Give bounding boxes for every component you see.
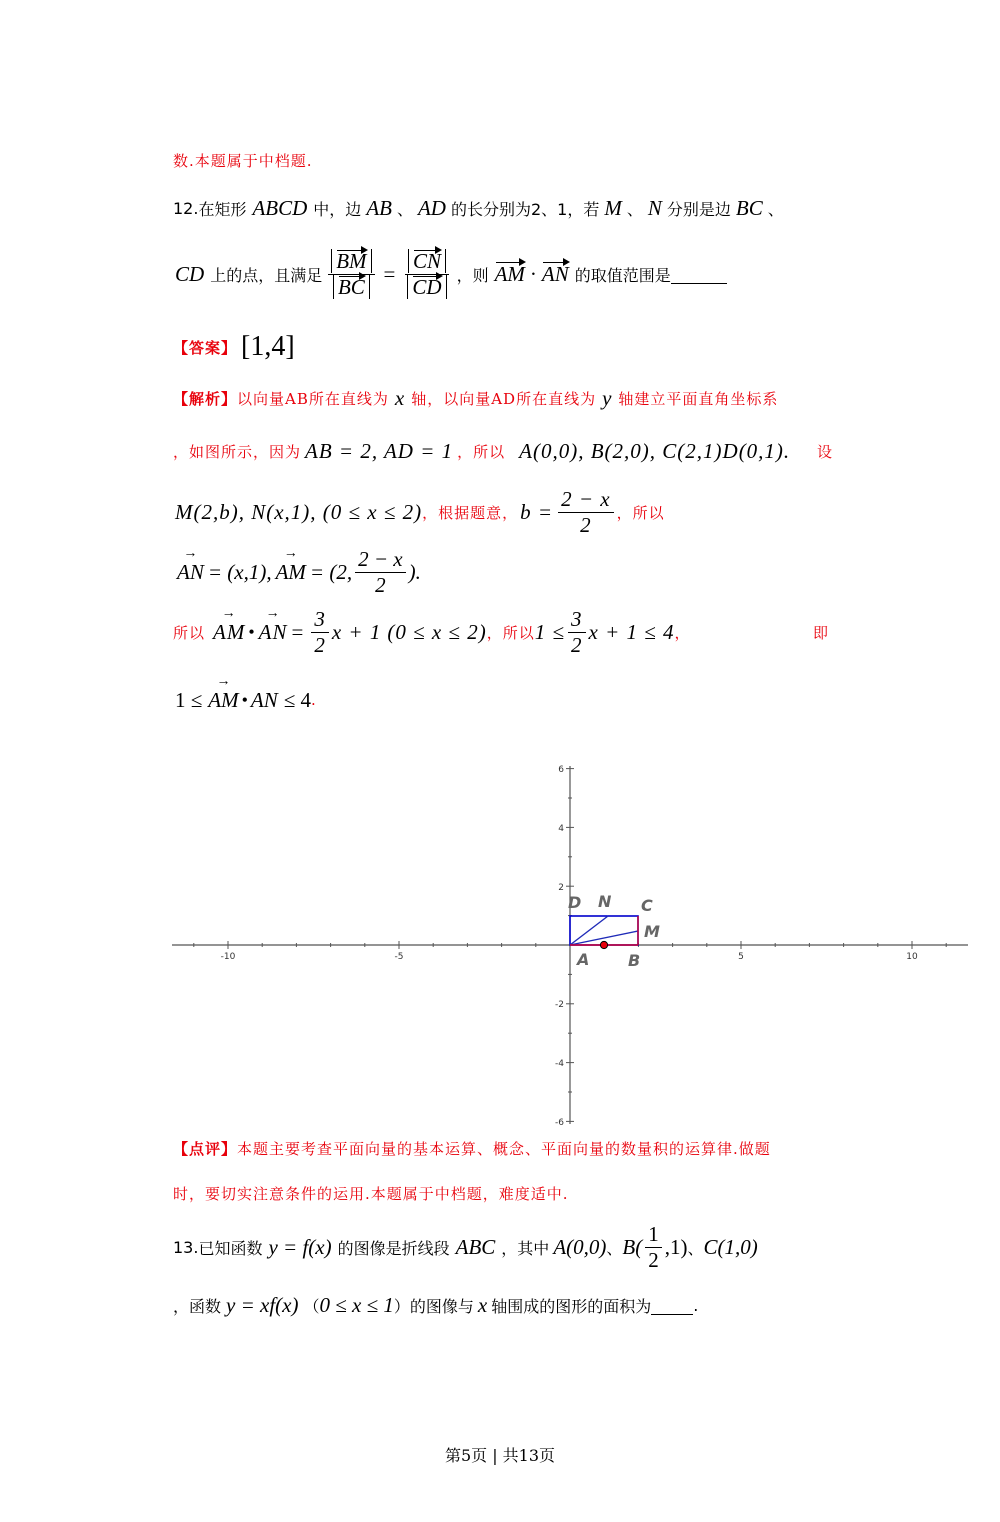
- fraction-1-over-2: [645, 1223, 662, 1270]
- math-bc: BC: [735, 195, 763, 220]
- text: 即: [812, 623, 829, 642]
- text: 的取值范围是: [574, 265, 671, 285]
- vector-an: → AN: [259, 620, 288, 645]
- analysis-line-3: [175, 484, 665, 540]
- fraction-2-minus-x-over-2: [558, 488, 614, 535]
- equals-sign: =: [291, 619, 305, 644]
- ratio-cn-cd: [404, 250, 449, 297]
- answer-value: [1,4]: [241, 331, 295, 362]
- text: 、: [767, 199, 784, 219]
- answer-blank: [651, 1296, 693, 1315]
- text: ，所以: [486, 623, 535, 642]
- text: 所以: [173, 623, 206, 642]
- vector-am: → AM: [208, 688, 238, 713]
- vector-bc: BC: [337, 274, 365, 299]
- analysis-label: 【解析】: [173, 389, 238, 408]
- label-a: A: [577, 950, 590, 969]
- math-cd: CD: [175, 261, 205, 286]
- text: 分别是边: [666, 199, 731, 219]
- text: 轴，以向量AD所在直线为: [411, 389, 597, 408]
- math-coordinates: A(0,0), B(2,0), C(2,1)D(0,1).: [519, 438, 791, 463]
- analysis-line-1: [173, 384, 778, 412]
- rectangle-abcd: [570, 916, 638, 945]
- text: 设: [816, 442, 833, 461]
- y-tick-label: 2: [558, 883, 564, 893]
- text: 已知函数: [198, 1238, 263, 1258]
- ratio-bm-bc: [328, 250, 374, 297]
- math-ab: AB: [366, 195, 392, 220]
- fraction-3-over-2: [568, 608, 586, 655]
- math-m: M: [604, 195, 622, 220]
- text: 的图像是折线段: [337, 1238, 450, 1258]
- answer-blank: [671, 265, 727, 284]
- math-points-mn: M(2,b), N(x,1), (0 ≤ x ≤ 2): [175, 499, 423, 524]
- math-an-value: = (x,1),: [207, 559, 272, 584]
- text: 轴建立平面直角坐标系: [618, 389, 779, 408]
- fraction-3-over-2: [311, 608, 329, 655]
- text: ，所以: [616, 503, 665, 522]
- math-lower-bound: 1 ≤: [175, 687, 203, 712]
- vector-cd: CD: [412, 274, 442, 299]
- math-point-c: C(1,0): [703, 1234, 758, 1259]
- math-x: x: [477, 1292, 488, 1317]
- denominator: 2: [314, 632, 326, 657]
- text: ）的图像与: [393, 1296, 474, 1316]
- text: 本题主要考查平面向量的基本运算、概念、平面向量的数量积的运算律.做题: [237, 1139, 771, 1158]
- dot-operator: ·: [529, 261, 537, 286]
- math-x: x: [394, 385, 406, 410]
- text: ，: [674, 623, 691, 642]
- text: 、: [396, 199, 413, 219]
- text: 、: [687, 1238, 704, 1258]
- text: 、: [626, 199, 643, 219]
- fraction-2-minus-x-over-2: [355, 548, 406, 595]
- x-tick-label: -10: [220, 952, 236, 962]
- dot-operator: •: [248, 621, 256, 642]
- analysis-line-2: [173, 437, 833, 465]
- math-n: N: [647, 195, 662, 220]
- math-function: y = xf(x): [226, 1292, 299, 1317]
- question-13-line-1: [173, 1222, 758, 1272]
- text: ，所以: [457, 442, 506, 461]
- label-c: C: [641, 896, 653, 915]
- math-point-a: A(0,0): [553, 1234, 607, 1259]
- analysis-line-6: [175, 684, 317, 716]
- math-abc: ABC: [455, 1234, 496, 1259]
- comment-label: 【点评】: [173, 1139, 238, 1158]
- numerator: 3: [311, 608, 329, 632]
- vector-bm: BM: [336, 249, 367, 274]
- numerator: 1: [645, 1223, 662, 1247]
- math-domain: 0 ≤ x ≤ 1: [319, 1292, 394, 1317]
- page-footer: 第5页 | 共13页: [444, 1446, 556, 1465]
- math-upper-bound: x + 1 ≤ 4: [588, 619, 675, 644]
- vector-an: AN: [250, 687, 278, 712]
- coordinate-graph: [170, 758, 970, 1130]
- math-upper-bound: ≤ 4: [283, 687, 312, 712]
- analysis-line-4: [177, 544, 421, 600]
- y-tick-label: 4: [558, 824, 564, 834]
- text: 轴围成的图形的面积为: [491, 1296, 652, 1316]
- vector-am: AM: [494, 261, 525, 286]
- text: ，其中: [501, 1238, 550, 1258]
- label-m: M: [644, 922, 660, 941]
- y-tick-label: -4: [555, 1059, 564, 1069]
- question-13-line-2: [173, 1290, 698, 1320]
- x-tick-label: 10: [906, 952, 918, 962]
- previous-solution-tail: 数.本题属于中档题.: [173, 152, 313, 170]
- equals-sign: =: [383, 261, 396, 286]
- vector-cn: CN: [412, 249, 441, 274]
- denominator: 2: [375, 572, 386, 597]
- math-domain: (0 ≤ x ≤ 2): [387, 619, 487, 644]
- vector-an: AN: [541, 261, 569, 286]
- text: 中，边: [313, 199, 362, 219]
- text: （: [303, 1296, 320, 1316]
- question-12-line-1: [173, 194, 784, 222]
- math-close: ).: [408, 559, 421, 584]
- x-tick-label: -5: [394, 952, 404, 962]
- text: 在矩形: [198, 199, 247, 219]
- text: ，根据题意，: [422, 503, 519, 522]
- question-number: 13.: [173, 1237, 199, 1257]
- text: ，函数: [173, 1296, 222, 1316]
- answer-label: 【答案】: [173, 338, 238, 357]
- comment-line-2: 时，要切实注意条件的运用.本题属于中档题，难度适中.: [173, 1185, 569, 1203]
- math-abcd: ABCD: [252, 195, 308, 220]
- math-lengths: AB = 2, AD = 1: [305, 438, 454, 463]
- label-b: B: [628, 951, 641, 970]
- math-lower-bound: 1 ≤: [534, 619, 565, 644]
- numerator: 2 − x: [558, 488, 614, 512]
- text: 的长分别为2、1，若: [450, 199, 600, 219]
- math-y: y: [602, 385, 613, 410]
- question-number: 12.: [173, 198, 199, 218]
- math-function: y = f(x): [268, 1234, 332, 1259]
- text: 以向量AB所在直线为: [237, 389, 389, 408]
- question-12-line-2: [175, 236, 727, 312]
- label-d: D: [568, 893, 582, 912]
- text: ，则: [456, 265, 489, 285]
- dot-operator: •: [241, 689, 248, 710]
- text: 、: [606, 1238, 623, 1258]
- comment-line-1: [173, 1134, 771, 1162]
- analysis-line-5: [173, 604, 829, 660]
- point-marker: [600, 941, 607, 948]
- denominator: 2: [571, 632, 583, 657]
- math-b-equals: b =: [520, 499, 554, 524]
- x-tick-label: 5: [738, 952, 744, 962]
- math-ad: AD: [417, 195, 446, 220]
- y-tick-label: -2: [555, 1000, 564, 1010]
- math-point-b-close: ,1): [664, 1234, 688, 1259]
- y-tick-label: -6: [555, 1118, 564, 1128]
- text: ，如图所示，因为: [173, 442, 302, 461]
- math-point-b-open: B(: [622, 1234, 643, 1259]
- y-tick-label: 6: [558, 765, 564, 775]
- math-am-value: = (2,: [309, 559, 353, 584]
- numerator: 3: [568, 608, 586, 632]
- denominator: 2: [580, 512, 592, 537]
- numerator: 2 − x: [355, 548, 406, 572]
- math-expression: x + 1: [331, 619, 382, 644]
- text: .: [693, 1295, 699, 1315]
- vector-am: → AM: [276, 560, 306, 585]
- text: .: [311, 691, 317, 709]
- text: 上的点，且满足: [210, 265, 323, 285]
- label-n: N: [598, 892, 612, 911]
- vector-an: → AN: [177, 560, 204, 585]
- denominator: 2: [648, 1247, 659, 1272]
- vector-am: → AM: [213, 620, 245, 645]
- answer-row: [173, 330, 295, 364]
